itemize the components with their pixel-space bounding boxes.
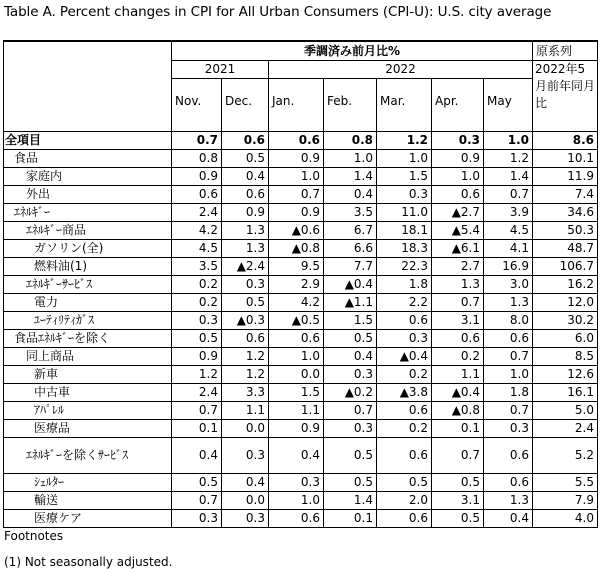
value-cell: 0.9: [222, 203, 269, 221]
value-cell: 18.1: [377, 221, 432, 239]
row-label: 医療品: [4, 419, 172, 437]
value-cell: ▲3.8: [377, 383, 432, 401]
row-label: ﾕｰﾃｨﾘﾃｨｶﾞｽ: [4, 311, 172, 329]
value-cell: 1.0: [269, 347, 324, 365]
value-cell: 8.0: [484, 311, 533, 329]
value-cell: 0.1: [432, 419, 484, 437]
value-cell: 0.9: [172, 167, 222, 185]
value-cell: 0.3: [484, 419, 533, 437]
table-row: [4, 473, 598, 491]
value-cell: 1.0: [269, 491, 324, 509]
value-cell: 0.6: [222, 329, 269, 347]
value-cell: 4.2: [269, 293, 324, 311]
value-cell: 0.4: [172, 437, 222, 473]
value-cell: 1.3: [222, 239, 269, 257]
value-cell: 0.3: [377, 329, 432, 347]
value-cell: 0.4: [324, 185, 377, 203]
value-cell: ▲0.2: [324, 383, 377, 401]
value-cell: 106.7: [533, 257, 598, 275]
value-cell: 0.3: [324, 365, 377, 383]
row-label: 中古車: [4, 383, 172, 401]
value-cell: ▲5.4: [432, 221, 484, 239]
row-label: 医療ケア: [4, 509, 172, 527]
row-label: ｴﾈﾙｷﾞｰ商品: [4, 221, 172, 239]
table-row: [4, 365, 598, 383]
row-label: 電力: [4, 293, 172, 311]
value-cell: 0.7: [484, 401, 533, 419]
value-cell: 1.0: [484, 365, 533, 383]
seasonal-group-header: 季調済み前月比%: [172, 41, 533, 60]
table-title: Table A. Percent changes in CPI for All Urban Consumers (CPI-U): U.S. city average: [4, 4, 552, 20]
value-cell: 0.6: [484, 473, 533, 491]
value-cell: 34.6: [533, 203, 598, 221]
original-series-subheader: 2022年5月前年同月比: [533, 60, 598, 131]
value-cell: 0.6: [222, 131, 269, 149]
value-cell: 2.9: [269, 275, 324, 293]
value-cell: 1.2: [222, 365, 269, 383]
value-cell: 11.9: [533, 167, 598, 185]
value-cell: 0.3: [269, 473, 324, 491]
value-cell: 12.6: [533, 365, 598, 383]
value-cell: ▲0.4: [377, 347, 432, 365]
value-cell: 1.2: [222, 347, 269, 365]
value-cell: 6.0: [533, 329, 598, 347]
month-header: Mar.: [377, 78, 432, 131]
value-cell: 0.8: [324, 131, 377, 149]
value-cell: 4.1: [484, 239, 533, 257]
value-cell: 0.5: [377, 473, 432, 491]
value-cell: ▲0.8: [269, 239, 324, 257]
value-cell: 0.4: [222, 167, 269, 185]
row-label: ｱﾊﾟﾚﾙ: [4, 401, 172, 419]
value-cell: 0.6: [222, 185, 269, 203]
footnotes-heading: Footnotes: [4, 529, 64, 543]
value-cell: ▲0.8: [432, 401, 484, 419]
table-row: [4, 293, 598, 311]
table-row: [4, 329, 598, 347]
value-cell: 1.3: [222, 221, 269, 239]
row-label-header: [4, 41, 172, 131]
value-cell: 1.0: [484, 131, 533, 149]
value-cell: 3.9: [484, 203, 533, 221]
value-cell: 0.5: [324, 329, 377, 347]
value-cell: 0.2: [432, 347, 484, 365]
value-cell: 0.5: [172, 329, 222, 347]
value-cell: ▲0.5: [269, 311, 324, 329]
value-cell: 10.1: [533, 149, 598, 167]
value-cell: 0.0: [222, 419, 269, 437]
value-cell: 0.2: [172, 293, 222, 311]
cpi-table: [3, 40, 598, 528]
value-cell: 8.6: [533, 131, 598, 149]
value-cell: 0.9: [269, 149, 324, 167]
value-cell: 0.3: [377, 185, 432, 203]
value-cell: 1.4: [324, 491, 377, 509]
value-cell: 0.4: [269, 437, 324, 473]
value-cell: ▲0.4: [324, 275, 377, 293]
row-label: 外出: [4, 185, 172, 203]
value-cell: 50.3: [533, 221, 598, 239]
value-cell: 5.2: [533, 437, 598, 473]
value-cell: 1.1: [432, 365, 484, 383]
value-cell: 0.0: [269, 365, 324, 383]
value-cell: ▲2.4: [222, 257, 269, 275]
table-row: [4, 401, 598, 419]
value-cell: 1.0: [269, 167, 324, 185]
row-label: 同上商品: [4, 347, 172, 365]
row-label: 全項目: [4, 131, 172, 149]
value-cell: 1.4: [324, 167, 377, 185]
value-cell: 0.7: [269, 185, 324, 203]
value-cell: 0.6: [269, 131, 324, 149]
value-cell: 0.6: [377, 311, 432, 329]
row-label: 燃料油(1): [4, 257, 172, 275]
table-row: [4, 167, 598, 185]
table-row: [4, 509, 598, 527]
value-cell: 0.7: [172, 131, 222, 149]
row-label: ｼｪﾙﾀｰ: [4, 473, 172, 491]
table-row: [4, 185, 598, 203]
value-cell: 0.7: [432, 293, 484, 311]
value-cell: 3.1: [432, 311, 484, 329]
value-cell: 6.6: [324, 239, 377, 257]
table-row: [4, 347, 598, 365]
value-cell: 1.3: [484, 491, 533, 509]
value-cell: ▲2.7: [432, 203, 484, 221]
value-cell: 0.6: [432, 185, 484, 203]
value-cell: 3.3: [222, 383, 269, 401]
value-cell: 1.4: [484, 167, 533, 185]
value-cell: 0.5: [324, 437, 377, 473]
value-cell: 1.5: [377, 167, 432, 185]
value-cell: ▲0.4: [432, 383, 484, 401]
value-cell: 0.6: [432, 329, 484, 347]
value-cell: 4.5: [172, 239, 222, 257]
value-cell: 8.5: [533, 347, 598, 365]
value-cell: 0.6: [484, 329, 533, 347]
value-cell: 48.7: [533, 239, 598, 257]
value-cell: ▲1.1: [324, 293, 377, 311]
value-cell: 3.1: [432, 491, 484, 509]
row-label: 食品: [4, 149, 172, 167]
value-cell: 16.1: [533, 383, 598, 401]
value-cell: 16.9: [484, 257, 533, 275]
value-cell: 3.5: [324, 203, 377, 221]
value-cell: 0.6: [377, 437, 432, 473]
value-cell: 4.5: [484, 221, 533, 239]
month-header: Nov.: [172, 78, 222, 131]
row-label: ｴﾈﾙｷﾞｰを除くｻｰﾋﾞｽ: [4, 437, 172, 473]
value-cell: 1.0: [432, 167, 484, 185]
value-cell: 5.5: [533, 473, 598, 491]
value-cell: 1.5: [269, 383, 324, 401]
value-cell: 0.5: [172, 473, 222, 491]
value-cell: 0.8: [172, 149, 222, 167]
value-cell: 30.2: [533, 311, 598, 329]
value-cell: 0.3: [222, 275, 269, 293]
table-row: [4, 275, 598, 293]
value-cell: 4.2: [172, 221, 222, 239]
value-cell: 0.6: [377, 401, 432, 419]
value-cell: 7.4: [533, 185, 598, 203]
row-label: 新車: [4, 365, 172, 383]
value-cell: 0.5: [222, 149, 269, 167]
value-cell: 0.9: [172, 347, 222, 365]
value-cell: 0.4: [222, 473, 269, 491]
value-cell: 1.2: [377, 131, 432, 149]
value-cell: 0.3: [222, 509, 269, 527]
month-header: Dec.: [222, 78, 269, 131]
value-cell: 7.7: [324, 257, 377, 275]
value-cell: 0.9: [432, 149, 484, 167]
value-cell: 0.9: [269, 419, 324, 437]
value-cell: 0.3: [432, 131, 484, 149]
value-cell: 0.9: [269, 203, 324, 221]
value-cell: 9.5: [269, 257, 324, 275]
value-cell: 2.0: [377, 491, 432, 509]
value-cell: 1.1: [269, 401, 324, 419]
year-2022-header: 2022: [269, 60, 533, 78]
value-cell: 1.3: [484, 293, 533, 311]
value-cell: 1.0: [324, 149, 377, 167]
table-row: [4, 149, 598, 167]
month-header: Feb.: [324, 78, 377, 131]
value-cell: 11.0: [377, 203, 432, 221]
value-cell: 0.4: [484, 509, 533, 527]
value-cell: 0.6: [484, 437, 533, 473]
value-cell: 3.5: [172, 257, 222, 275]
month-header: Jan.: [269, 78, 324, 131]
value-cell: 0.2: [172, 275, 222, 293]
value-cell: 0.5: [432, 509, 484, 527]
table-row: [4, 437, 598, 473]
month-header: May: [484, 78, 533, 131]
value-cell: 0.6: [269, 329, 324, 347]
value-cell: 0.0: [222, 491, 269, 509]
row-label: ｴﾈﾙｷﾞｰ: [4, 203, 172, 221]
value-cell: 3.0: [484, 275, 533, 293]
value-cell: 7.9: [533, 491, 598, 509]
value-cell: 1.8: [484, 383, 533, 401]
value-cell: 0.3: [172, 509, 222, 527]
value-cell: 2.4: [172, 203, 222, 221]
footnote-1: (1) Not seasonally adjusted.: [4, 555, 173, 569]
value-cell: 6.7: [324, 221, 377, 239]
table-row: [4, 131, 598, 149]
row-label: 食品ｴﾈﾙｷﾞｰを除く: [4, 329, 172, 347]
value-cell: 2.4: [172, 383, 222, 401]
value-cell: 5.0: [533, 401, 598, 419]
value-cell: 18.3: [377, 239, 432, 257]
row-label: ｴﾈﾙｷﾞｰｻｰﾋﾞｽ: [4, 275, 172, 293]
value-cell: 0.6: [269, 509, 324, 527]
value-cell: 0.5: [222, 293, 269, 311]
month-header: Apr.: [432, 78, 484, 131]
value-cell: ▲0.3: [222, 311, 269, 329]
value-cell: 2.2: [377, 293, 432, 311]
value-cell: 16.2: [533, 275, 598, 293]
value-cell: 22.3: [377, 257, 432, 275]
table-row: [4, 491, 598, 509]
row-label: ガソリン(全): [4, 239, 172, 257]
value-cell: 0.1: [172, 419, 222, 437]
original-series-header: 原系列: [533, 41, 598, 60]
value-cell: 2.7: [432, 257, 484, 275]
value-cell: 0.7: [484, 347, 533, 365]
value-cell: 0.3: [324, 419, 377, 437]
value-cell: ▲0.6: [269, 221, 324, 239]
value-cell: 0.2: [377, 419, 432, 437]
value-cell: 0.1: [324, 509, 377, 527]
value-cell: 1.8: [377, 275, 432, 293]
value-cell: 0.7: [324, 401, 377, 419]
value-cell: 0.7: [172, 491, 222, 509]
row-label: 輸送: [4, 491, 172, 509]
value-cell: 0.3: [172, 311, 222, 329]
table-row: [4, 311, 598, 329]
value-cell: 1.5: [324, 311, 377, 329]
row-label: 家庭内: [4, 167, 172, 185]
value-cell: 1.3: [432, 275, 484, 293]
value-cell: 0.7: [432, 437, 484, 473]
value-cell: 0.6: [172, 185, 222, 203]
value-cell: 4.0: [533, 509, 598, 527]
value-cell: 1.0: [377, 149, 432, 167]
value-cell: 12.0: [533, 293, 598, 311]
value-cell: 1.2: [172, 365, 222, 383]
table-row: [4, 239, 598, 257]
table-row: [4, 383, 598, 401]
value-cell: 0.5: [324, 473, 377, 491]
value-cell: 0.3: [222, 437, 269, 473]
value-cell: 0.7: [172, 401, 222, 419]
value-cell: 0.2: [377, 365, 432, 383]
table-row: [4, 419, 598, 437]
table-row: [4, 257, 598, 275]
value-cell: 1.1: [222, 401, 269, 419]
value-cell: 0.6: [377, 509, 432, 527]
value-cell: 2.4: [533, 419, 598, 437]
value-cell: 1.2: [484, 149, 533, 167]
value-cell: 0.4: [324, 347, 377, 365]
table-row: [4, 203, 598, 221]
table-row: [4, 221, 598, 239]
value-cell: 0.7: [484, 185, 533, 203]
value-cell: 0.5: [432, 473, 484, 491]
year-2021-header: 2021: [172, 60, 269, 78]
value-cell: ▲6.1: [432, 239, 484, 257]
